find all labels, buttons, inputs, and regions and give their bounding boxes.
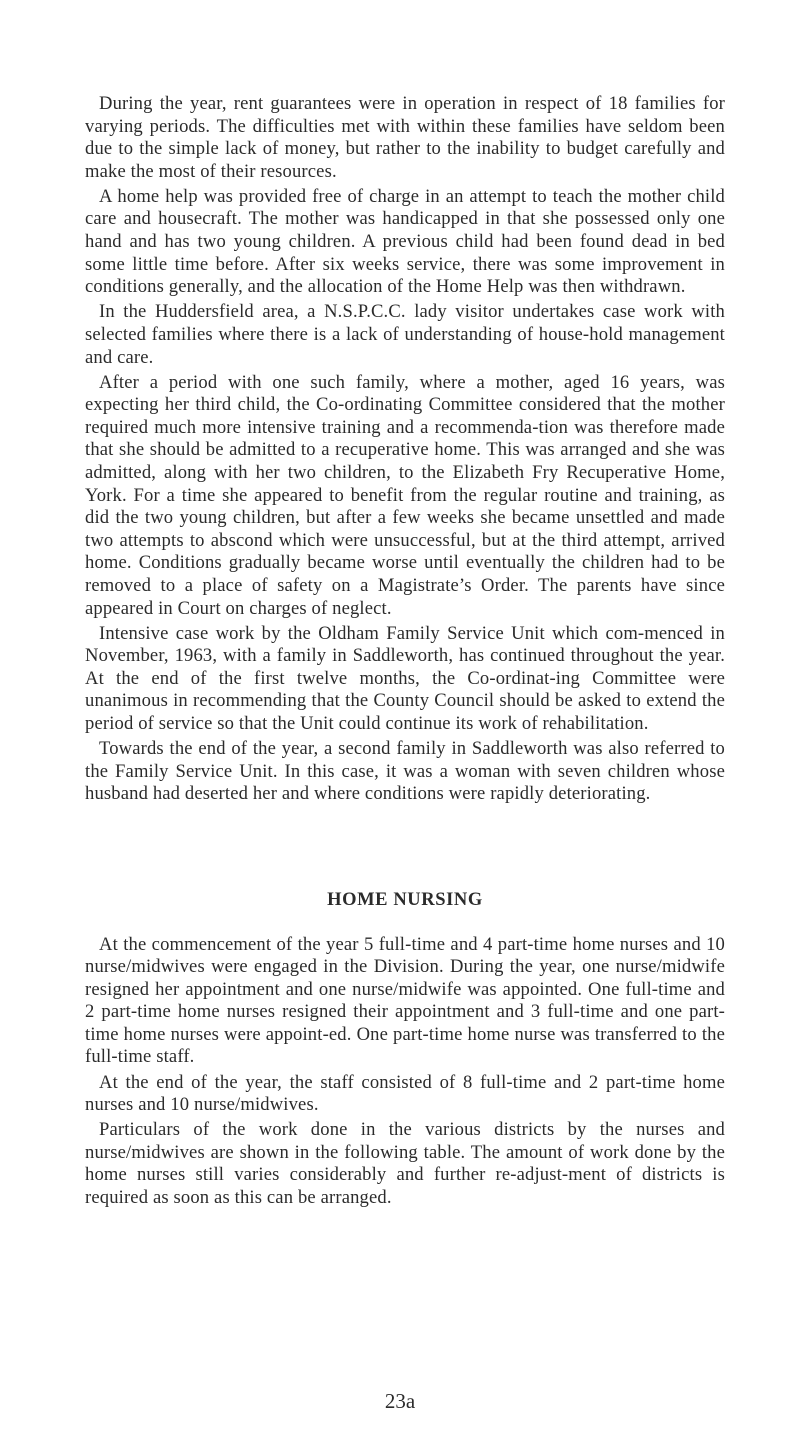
paragraph-staff-commencement: At the commencement of the year 5 full-time and 4 part-time home nurses and 10 nurse/midwives were engaged in the Division. During the year, one nurse/midwife resigned her appointment and one nurse/midwife was appointed. One full-time and 2 part-time home nurses resigned their appointment and 3 full-time and one part-time home nurses were appoint-ed. One part-time home nurse was transferred to the full-time staff. — [85, 933, 725, 1068]
document-page — [85, 93, 725, 1212]
paragraph-home-help: A home help was provided free of charge in an attempt to teach the mother child care and housecraft. The mother was handicapped in that she possessed only one hand and has two young children. A previous child had been found dead in bed some little time before. After six weeks service, there was some improvement in conditions generally, and the allocation of the Home Help was then withdrawn. — [85, 185, 725, 298]
page-number: 23a — [384, 1389, 416, 1413]
section-heading-home-nursing: HOME NURSING — [327, 889, 483, 910]
paragraph-family-service-unit: Intensive case work by the Oldham Family Service Unit which com-menced in November, 1963, with a family in Saddleworth, has continued throughout the year. At the end of the first twelve months, the Co-ordinat-ing Committee were unanimous in recommending that the County Council should be asked to extend the period of service so that the Unit could continue its work of rehabilitation. — [85, 622, 725, 735]
paragraph-recuperative-home: After a period with one such family, where a mother, aged 16 years, was expecting her third child, the Co-ordinating Committee considered that the mother required much more intensive training and a recommenda-tion was therefore made that she should be admitted to a recuperative home. This was arranged and she was admitted, along with her two children, to the Elizabeth Fry Recuperative Home, York. For a time she appeared to benefit from the regular routine and training, as did the two young children, but after a few weeks she became unsettled and made two attempts to abscond which were unsuccessful, but at the third attempt, arrived home. Conditions gradually became worse until eventually the children had to be removed to a place of safety on a Magistrate’s Order. The parents have since appeared in Court on charges of neglect. — [85, 371, 725, 619]
paragraph-nspcc-visitor: In the Huddersfield area, a N.S.P.C.C. lady visitor undertakes case work with selected families where there is a lack of understanding of house-hold management and care. — [85, 301, 725, 368]
paragraph-staff-end-of-year: At the end of the year, the staff consisted of 8 full-time and 2 part-time home nurses and 10 nurse/midwives. — [85, 1071, 725, 1116]
paragraph-work-particulars: Particulars of the work done in the various districts by the nurses and nurse/midwives are shown in the following table. The amount of work done by the home nurses still varies considerably and further re-adjust-ment of districts is required as soon as this can be arranged. — [85, 1119, 725, 1209]
paragraph-rent-guarantees: During the year, rent guarantees were in operation in respect of 18 families for varying periods. The difficulties met with within these families have seldom been due to the simple lack of money, but rather to the inability to budget carefully and make the most of their resources. — [85, 93, 725, 182]
paragraph-second-family: Towards the end of the year, a second family in Saddleworth was also referred to the Family Service Unit. In this case, it was a woman with seven children whose husband had deserted her and where conditions were rapidly deteriorating. — [85, 738, 725, 805]
